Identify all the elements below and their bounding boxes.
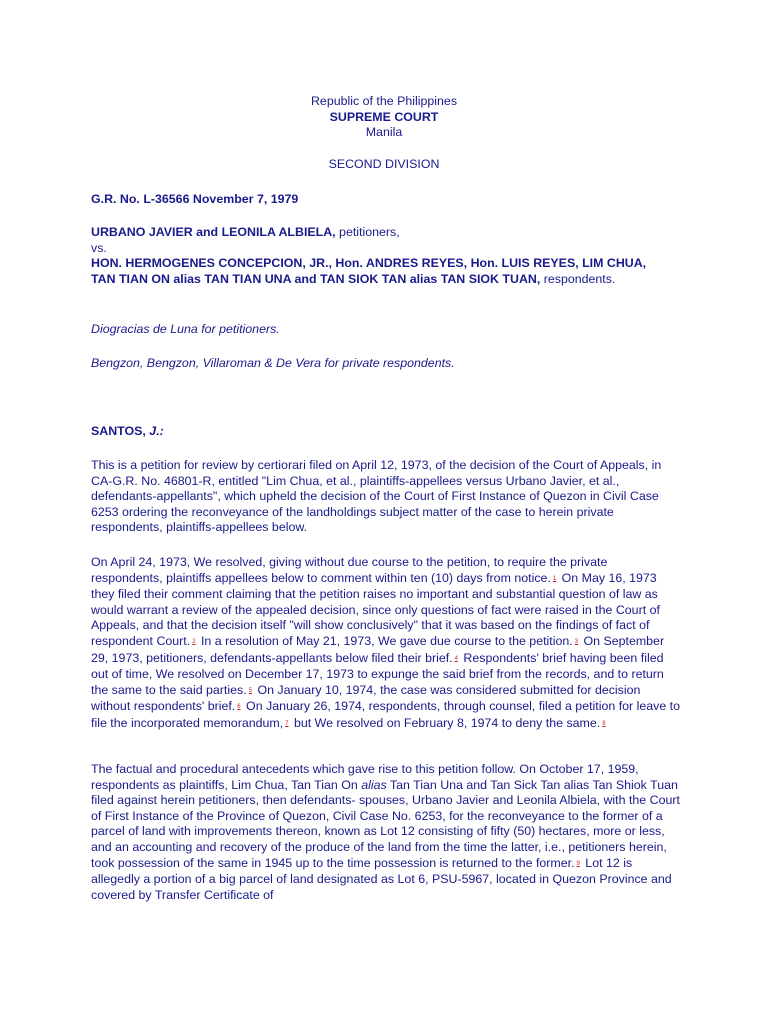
- gr-number: G.R. No. L-36566 November 7, 1979: [91, 192, 299, 206]
- respondents-names: HON. HERMOGENES CONCEPCION, JR., Hon. ANDRES REYES, Hon. LUIS REYES, LIM CHUA, TAN TIAN ON alias TAN TIAN UNA and TAN SIOK TAN alias TAN SIOK TUAN,: [91, 256, 647, 286]
- petitioners-line: [91, 225, 651, 241]
- p2-text: On January 10, 1974, the case was considered submitted for decision without respondents' brief.: [91, 682, 641, 714]
- paragraph-3: [91, 762, 681, 903]
- p2-text: but We resolved on February 8, 1974 to deny the same.: [290, 715, 601, 730]
- footnote-link[interactable]: 1: [552, 575, 557, 582]
- footnote-link[interactable]: 7: [285, 720, 289, 727]
- counsel-respondents: Bengzon, Bengzon, Villaroman & De Vera for private respondents.: [91, 356, 455, 370]
- division-line: SECOND DIVISION: [328, 157, 440, 171]
- p3-text: Lot 12 is allegedly a portion of a big parcel of land designated as Lot 6, PSU-5967, located in Quezon Province and covered by Transfer Certificate of: [91, 855, 672, 902]
- ponente: [91, 424, 691, 440]
- p2-text: On May 16, 1973 they filed their comment claiming that the petition raises no important and substantial question of law as would warrant a review of the appealed decision, since only questions of fact were raised in the Court of Appeals, and that the decision itself "will show conclusively" that it was based on the findings of fact of respondent Court.: [91, 570, 660, 648]
- court-header: [0, 94, 768, 141]
- case-title: [91, 225, 651, 287]
- p3-alias: alias: [361, 777, 387, 792]
- respondents-line: [91, 256, 651, 287]
- p2-text: On January 26, 1974, respondents, through counsel, filed a petition for leave to file the incorporated memorandum,: [91, 699, 681, 730]
- ponente-title: J.:: [145, 424, 164, 438]
- p2-text: On April 24, 1973, We resolved, giving without due course to the petition, to require the private respondents, plaintiffs appellees below to comment within ten (10) days from notice.: [91, 555, 608, 585]
- vs-line: vs.: [91, 240, 107, 255]
- paragraph-2: [91, 555, 681, 733]
- footnote-link[interactable]: 8: [602, 720, 606, 727]
- footnote-link[interactable]: 5: [248, 687, 253, 694]
- petitioners-label: petitioners,: [335, 225, 400, 239]
- p3-text: The factual and procedural antecedents which gave rise to this petition follow. On October 17, 1959, respondents as plaintiffs, Lim Chua, Tan Tian On: [91, 762, 639, 792]
- ponente-name: SANTOS,: [91, 424, 146, 438]
- p2-text: On September 29, 1973, petitioners, defendants-appellants below filed their brief.: [91, 633, 665, 665]
- p3-text: Tan Tian Una and Tan Sick Tan alias Tan Shiok Tuan filed against herein petitioners, then defendants- spouses, Urbano Javier and Leonila Albiela, with the Court of First Instance of the Province of Quezon, Civil Case No. 6253, for the reconveyance to the former of a parcel of land with improvements thereon, known as Lot 12 consisting of fifty (50) hectares, more or less, and an accounting and recovery of the produce of the land from the time the latter, i.e., petitioners herein, took possession of the same in 1945 up to the time possession is returned to the former.: [91, 777, 680, 870]
- petitioners-names: URBANO JAVIER and LEONILA ALBIELA,: [91, 225, 336, 239]
- footnote-link[interactable]: 4: [454, 655, 458, 662]
- city-line: Manila: [365, 125, 403, 140]
- footnote-link[interactable]: 2: [192, 638, 196, 645]
- footnote-link[interactable]: 3: [574, 638, 579, 645]
- p2-text: Respondents' brief having been filed out of time, We resolved on December 17, 1973 to expunge the said brief from the records, and to return the same to the said parties.: [91, 650, 664, 697]
- paragraph-1: This is a petition for review by certiorari filed on April 12, 1973, of the decision of the Court of Appeals, in CA-G.R. No. 46801-R, entitled "Lim Chua, et al., plaintiffs-appellees versus Urbano Javier, et al., defendants-appellants", which upheld the decision of the Court of First Instance of Quezon in Civil Case 6253 ordering the reconveyance of the landholdings subject matter of the case to herein private respondents, plaintiffs-appellees below.: [91, 458, 662, 535]
- republic-line: Republic of the Philippines: [310, 94, 458, 108]
- respondents-label: respondents.: [540, 271, 616, 286]
- footnote-link[interactable]: 9: [576, 860, 580, 867]
- court-name: SUPREME COURT: [329, 109, 439, 124]
- p2-text: In a resolution of May 21, 1973, We gave due course to the petition.: [197, 633, 573, 648]
- footnote-link[interactable]: 6: [237, 704, 241, 711]
- counsel-petitioners: Diogracias de Luna for petitioners.: [91, 322, 280, 336]
